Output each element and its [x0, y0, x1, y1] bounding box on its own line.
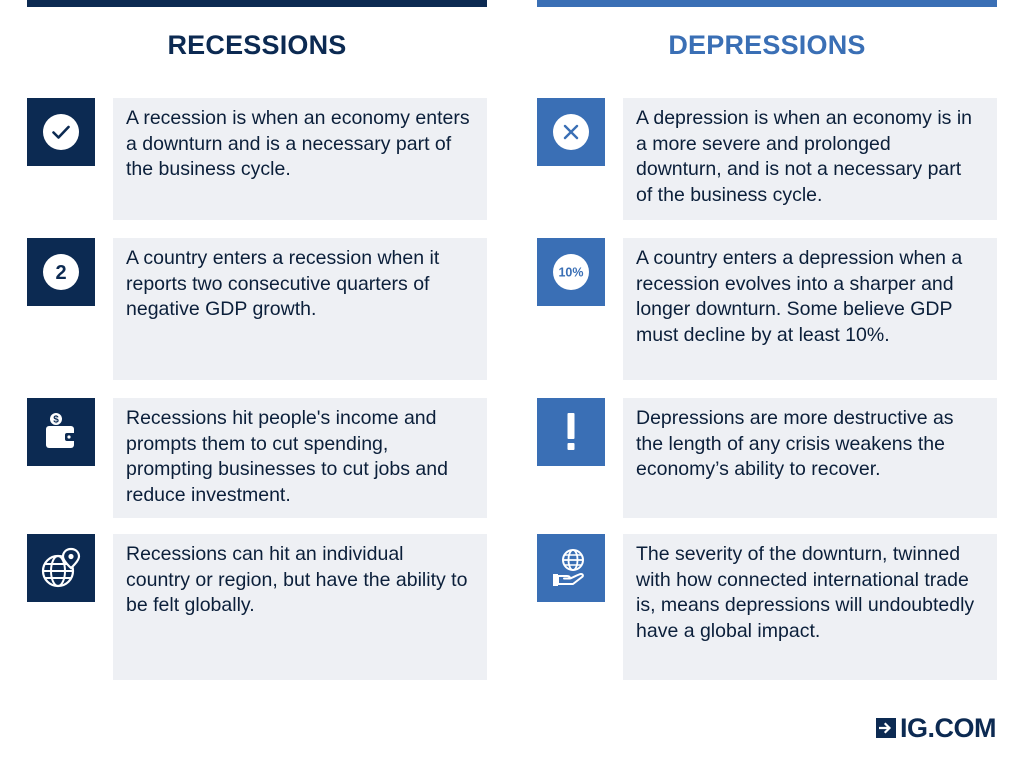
recession-global-text: Recessions can hit an individual country or region, but have the ability to be felt globally. [126, 543, 468, 617]
depressions-heading: DEPRESSIONS [668, 30, 866, 60]
left-top-bar [27, 0, 487, 7]
x-circle-icon [537, 98, 605, 166]
exclamation-icon [537, 398, 605, 466]
check-circle-icon [27, 98, 95, 166]
ig-logo[interactable] [876, 713, 996, 743]
two-badge-text: 2 [55, 262, 67, 284]
logo-text: IG.COM [900, 713, 996, 743]
ten-percent-badge-text: 10% [558, 265, 584, 280]
recession-gdp-text: A country enters a recession when it reports two consecutive quarters of negative GDP growth. [126, 247, 440, 321]
recession-gdp-card [113, 238, 487, 380]
depression-global-card [623, 534, 997, 680]
depression-gdp-card [623, 238, 997, 380]
globe-hand-icon [537, 534, 605, 602]
globe-location-icon [27, 534, 95, 602]
recessions-heading: RECESSIONS [167, 30, 347, 60]
ten-percent-icon [537, 238, 605, 306]
arrow-right-icon [876, 718, 896, 738]
recession-global-card [113, 534, 487, 680]
depression-destructive-text: Depressions are more destructive as the length of any crisis weakens the economy’s ability to recover. [636, 407, 954, 481]
depression-gdp-text: A country enters a depression when a recession evolves into a sharper and longer downturn. Some believe GDP must decline by at least 10%. [636, 247, 963, 346]
number-two-icon [27, 238, 95, 306]
recession-income-card [113, 398, 487, 518]
recession-income-text: Recessions hit people's income and prompts them to cut spending, prompting businesses to cut jobs and reduce investment. [126, 407, 448, 506]
wallet-dollar-icon [27, 398, 95, 466]
svg-text:$: $ [53, 414, 59, 426]
depression-global-text: The severity of the downturn, twinned with how connected international trade is, means depressions will undoubtedly have a global impact. [636, 543, 975, 642]
depression-definition-card [623, 98, 997, 220]
depression-destructive-card [623, 398, 997, 518]
recession-definition-card [113, 98, 487, 220]
right-top-bar [537, 0, 997, 7]
depression-definition-text: A depression is when an economy is in a more severe and prolonged downturn, and is not a necessary part of the business cycle. [636, 107, 973, 206]
recession-definition-text: A recession is when an economy enters a downturn and is a necessary part of the business cycle. [126, 107, 470, 181]
